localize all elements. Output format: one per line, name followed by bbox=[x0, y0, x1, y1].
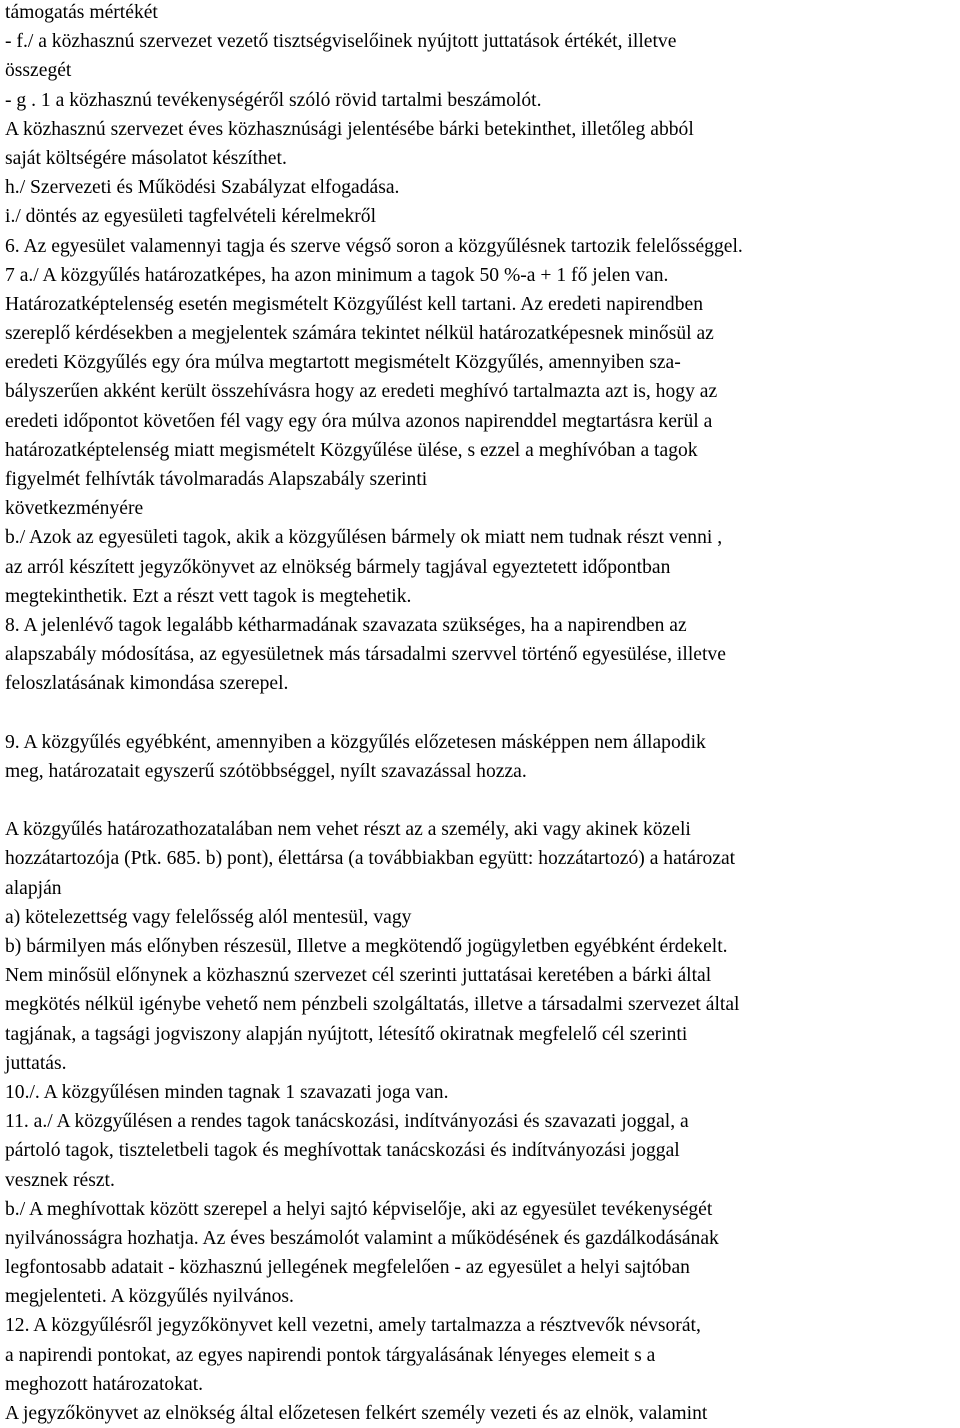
text-line: A közgyűlés határozathozatalában nem vehet részt az a személy, aki vagy akinek közeli bbox=[5, 819, 691, 841]
text-line: meghozott határozatokat. bbox=[5, 1373, 204, 1395]
text-line: Nem minősül előnynek a közhasznú szervezet cél szerinti juttatásai keretében a bárki által bbox=[5, 965, 712, 987]
text-line: nyilvánosságra hozhatja. Az éves beszámolót valamint a működésének és gazdálkodásának bbox=[5, 1227, 719, 1249]
text-line: a) kötelezettség vagy felelősség alól mentesül, vagy bbox=[5, 906, 412, 928]
text-line: meg, határozatait egyszerű szótöbbséggel, nyílt szavazással hozza. bbox=[5, 760, 527, 782]
text-line: összegét bbox=[5, 60, 72, 82]
text-line: hozzátartozója (Ptk. 685. b) pont), élettársa (a továbbiakban együtt: hozzátartozó) a határozat bbox=[5, 848, 736, 870]
text-line: - g . 1 a közhasznú tevékenységéről szóló rövid tartalmi beszámolót. bbox=[5, 89, 542, 111]
text-line: alapszabály módosítása, az egyesületnek más társadalmi szervvel történő egyesülése, illetve bbox=[5, 644, 726, 666]
text-line: eredeti Közgyűlés egy óra múlva megtartott megismételt Közgyűlés, amennyiben sza- bbox=[5, 352, 681, 374]
text-line: juttatás. bbox=[5, 1052, 67, 1074]
text-line: 11. a./ A közgyűlésen a rendes tagok tanácskozási, indítványozási és szavazati joggal, a bbox=[5, 1111, 689, 1133]
text-line: 9. A közgyűlés egyébként, amennyiben a közgyűlés előzetesen másképpen nem állapodik bbox=[5, 731, 706, 753]
text-line: feloszlatásának kimondása szerepel. bbox=[5, 673, 289, 695]
text-line: 6. Az egyesület valamennyi tagja és szerve végső soron a közgyűlésnek tartozik felelősséggel. bbox=[5, 235, 743, 257]
text-line: - f./ a közhasznú szervezet vezető tisztségviselőinek nyújtott juttatások értékét, illetve bbox=[5, 31, 677, 53]
text-line: megtekinthetik. Ezt a részt vett tagok is megtehetik. bbox=[5, 585, 412, 607]
blank-line bbox=[5, 786, 955, 815]
text-line: h./ Szervezeti és Működési Szabályzat elfogadása. bbox=[5, 177, 400, 199]
blank-line bbox=[5, 699, 955, 728]
text-line: a napirendi pontokat, az egyes napirendi pontok tárgyalásának lényeges elemeit s a bbox=[5, 1344, 656, 1366]
text-line: megkötés nélkül igénybe vehető nem pénzbeli szolgáltatás, illetve a társadalmi szervezet által bbox=[5, 994, 740, 1016]
text-line: 10./. A közgyűlésen minden tagnak 1 szavazati joga van. bbox=[5, 1081, 449, 1103]
text-line: tagjának, a tagsági jogviszony alapján nyújtott, létesítő okiratnak megfelelő cél szerinti bbox=[5, 1023, 688, 1045]
text-line: b./ Azok az egyesületi tagok, akik a közgyűlésen bármely ok miatt nem tudnak részt venni , bbox=[5, 527, 723, 549]
text-line: Határozatképtelenség esetén megismételt Közgyűlést kell tartani. Az eredeti napirendben bbox=[5, 293, 704, 315]
text-line: 8. A jelenlévő tagok legalább kétharmadának szavazata szükséges, ha a napirendben az bbox=[5, 614, 687, 636]
text-line: 7 a./ A közgyűlés határozatképes, ha azon minimum a tagok 50 %-a + 1 fő jelen van. bbox=[5, 264, 669, 286]
text-line: az arról készített jegyzőkönyvet az elnökség bármely tagjával egyeztetett időpontban bbox=[5, 556, 671, 578]
text-line: legfontosabb adatait - közhasznú jellegének megfelelően - az egyesület a helyi sajtóban bbox=[5, 1257, 690, 1279]
text-line: i./ döntés az egyesületi tagfelvételi kérelmekről bbox=[5, 206, 377, 228]
text-line: szereplő kérdésekben a megjelentek számára tekintet nélkül határozatképesnek minősül az bbox=[5, 323, 714, 345]
text-line: A közhasznú szervezet éves közhasznúsági jelentésébe bárki betekinthet, illetőleg abból bbox=[5, 118, 694, 140]
text-line: 12. A közgyűlésről jegyzőkönyvet kell vezetni, amely tartalmazza a résztvevők névsorát, bbox=[5, 1315, 701, 1337]
text-line: A jegyzőkönyvet az elnökség által előzetesen felkért személy vezeti és az elnök, valamint bbox=[5, 1403, 708, 1424]
text-line: eredeti időpontot követően fél vagy egy óra múlva azonos napirenddel megtartásra kerül a bbox=[5, 410, 713, 432]
text-line: bályszerűen akként került összehívásra hogy az eredeti meghívó tartalmazta azt is, hogy az bbox=[5, 381, 718, 403]
text-line: alapján bbox=[5, 877, 62, 899]
text-line: figyelmét felhívták távolmaradás Alapszabály szerinti bbox=[5, 469, 428, 490]
text-line: pártoló tagok, tiszteletbeli tagok és meghívottak tanácskozási és indítványozási joggal bbox=[5, 1140, 680, 1162]
text-line: következményére bbox=[5, 498, 144, 520]
text-line: saját költségére másolatot készíthet. bbox=[5, 147, 287, 169]
text-line: határozatképtelenség miatt megismételt Közgyűlése ülése, s ezzel a meghívóban a tagok bbox=[5, 439, 698, 461]
text-line: vesznek részt. bbox=[5, 1169, 115, 1191]
document-body bbox=[5, 0, 955, 1428]
text-line: támogatás mértékét bbox=[5, 2, 158, 23]
text-line: megjelenteti. A közgyűlés nyilvános. bbox=[5, 1286, 294, 1308]
text-line: b./ A meghívottak között szerepel a helyi sajtó képviselője, aki az egyesület tevékenységét bbox=[5, 1198, 713, 1220]
text-line: b) bármilyen más előnyben részesül, Illetve a megkötendő jogügyletben egyébként érdekelt. bbox=[5, 936, 728, 957]
